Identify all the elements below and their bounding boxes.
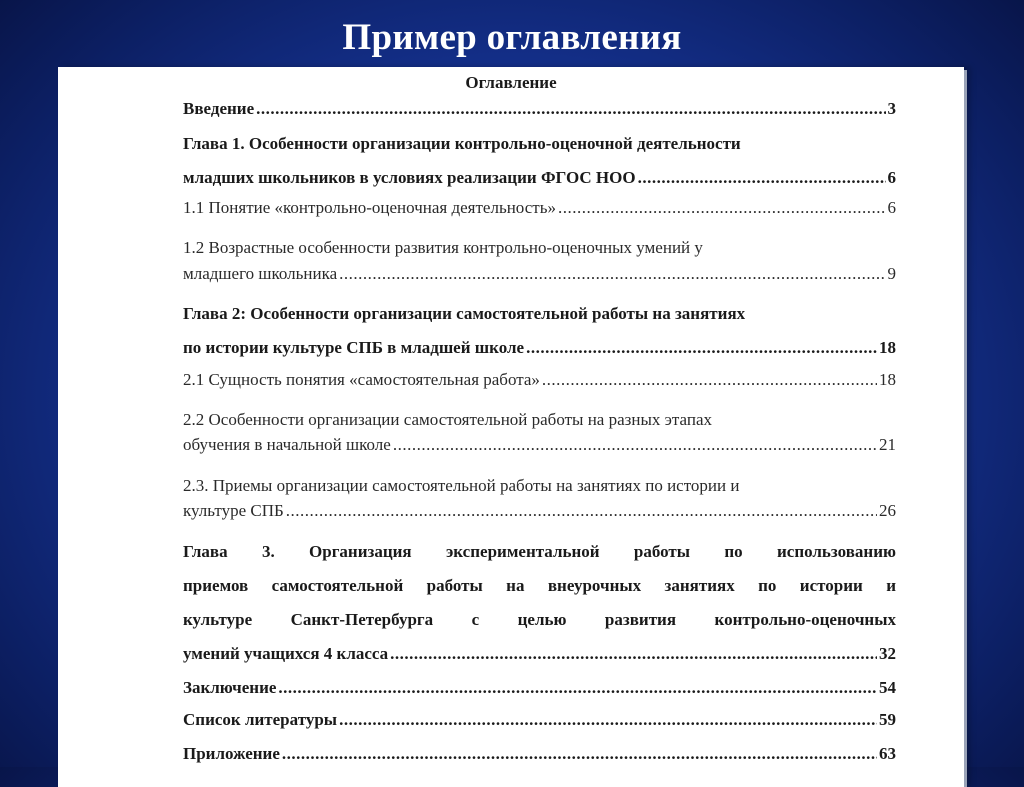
document-page — [58, 67, 964, 787]
toc-entry-chapter-2-line-1[interactable] — [183, 302, 896, 326]
toc-entry-text: 1.2 Возрастные особенности развития контрольно-оценочных умений у — [183, 238, 703, 257]
toc-entry-section-2-2-line-2[interactable] — [183, 433, 896, 457]
toc-leader-dots — [339, 708, 877, 732]
toc-entry-text: культуре Санкт-Петербурга с целью развития контрольно-оценочных — [183, 610, 896, 629]
toc-page-number: 59 — [879, 710, 896, 729]
toc-entry-section-2-2-line-1[interactable] — [183, 408, 896, 432]
toc-entry-chapter-2-line-2[interactable] — [183, 336, 896, 360]
toc-entry-appendix[interactable] — [183, 742, 896, 766]
toc-entry-text: приемов самостоятельной работы на внеурочных занятиях по истории и — [183, 576, 896, 595]
toc-entry-text: Приложение — [183, 744, 280, 763]
toc-page-number: 18 — [879, 338, 896, 357]
toc-entry-text: Список литературы — [183, 710, 338, 729]
toc-entry-section-1-2-line-2[interactable] — [183, 262, 896, 286]
toc-leader-dots — [278, 676, 877, 700]
toc-entry-text: младшего школьника — [183, 264, 338, 283]
toc-entry-chapter-1-line-2[interactable] — [183, 166, 896, 190]
toc-entry-chapter-1-line-1[interactable] — [183, 132, 896, 156]
toc-leader-dots — [256, 97, 885, 121]
toc-leader-dots — [339, 262, 885, 286]
toc-entry-bibliography[interactable] — [183, 708, 896, 732]
toc-entry-chapter-3-line-3[interactable] — [183, 608, 896, 632]
toc-entry-introduction[interactable] — [183, 97, 896, 121]
toc-entry-section-1-1[interactable] — [183, 196, 896, 220]
toc-page-number: 21 — [879, 435, 896, 454]
toc-page-number: 54 — [879, 678, 896, 697]
toc-page-number: 3 — [887, 99, 896, 118]
toc-page-number: 63 — [879, 744, 896, 763]
toc-entry-section-1-2-line-1[interactable] — [183, 236, 896, 260]
toc-page-number: 6 — [887, 168, 896, 187]
toc-entry-text: Глава 2: Особенности организации самостоятельной работы на занятиях — [183, 304, 746, 323]
toc-heading: Оглавление — [465, 73, 557, 92]
toc-entry-chapter-3-line-1[interactable] — [183, 540, 896, 564]
toc-leader-dots — [542, 368, 877, 392]
toc-entry-text: умений учащихся 4 класса — [183, 644, 389, 663]
toc-entry-section-2-1[interactable] — [183, 368, 896, 392]
toc-entry-text: Заключение — [183, 678, 277, 697]
toc-entry-text: Глава 1. Особенности организации контрольно-оценочной деятельности — [183, 134, 741, 153]
toc-entry-text: обучения в начальной школе — [183, 435, 391, 454]
toc-entry-text: культуре СПБ — [183, 501, 284, 520]
toc-page-number: 26 — [879, 501, 896, 520]
toc-leader-dots — [390, 642, 877, 666]
toc-entry-text: Глава 3. Организация экспериментальной работы по использованию — [183, 542, 896, 561]
toc-entry-conclusion[interactable] — [183, 676, 896, 700]
toc-page-number: 9 — [887, 264, 896, 283]
toc-entry-text: 1.1 Понятие «контрольно-оценочная деятельность» — [183, 198, 556, 217]
toc-entry-chapter-3-line-4[interactable] — [183, 642, 896, 666]
toc-page-number: 6 — [887, 198, 896, 217]
toc-entry-section-2-3-line-2[interactable] — [183, 499, 896, 523]
toc-leader-dots — [558, 196, 886, 220]
toc-entry-chapter-3-line-2[interactable] — [183, 574, 896, 598]
toc-leader-dots — [526, 336, 877, 360]
toc-entry-text: Введение — [183, 99, 255, 118]
toc-page-number: 32 — [879, 644, 896, 663]
toc-leader-dots — [393, 433, 877, 457]
toc-entry-text: 2.1 Сущность понятия «самостоятельная работа» — [183, 370, 540, 389]
toc-leader-dots — [286, 499, 877, 523]
toc-page-number: 18 — [879, 370, 896, 389]
slide-title: Пример оглавления — [342, 17, 682, 58]
toc-entry-text: по истории культуре СПБ в младшей школе — [183, 338, 525, 357]
toc-leader-dots — [282, 742, 877, 766]
toc-leader-dots — [638, 166, 886, 190]
toc-entry-text: младших школьников в условиях реализации ФГОС НОО — [183, 168, 636, 187]
toc-entry-section-2-3-line-1[interactable] — [183, 474, 896, 498]
toc-entry-text: 2.3. Приемы организации самостоятельной работы на занятиях по истории и — [183, 476, 740, 495]
toc-entry-text: 2.2 Особенности организации самостоятельной работы на разных этапах — [183, 410, 713, 429]
